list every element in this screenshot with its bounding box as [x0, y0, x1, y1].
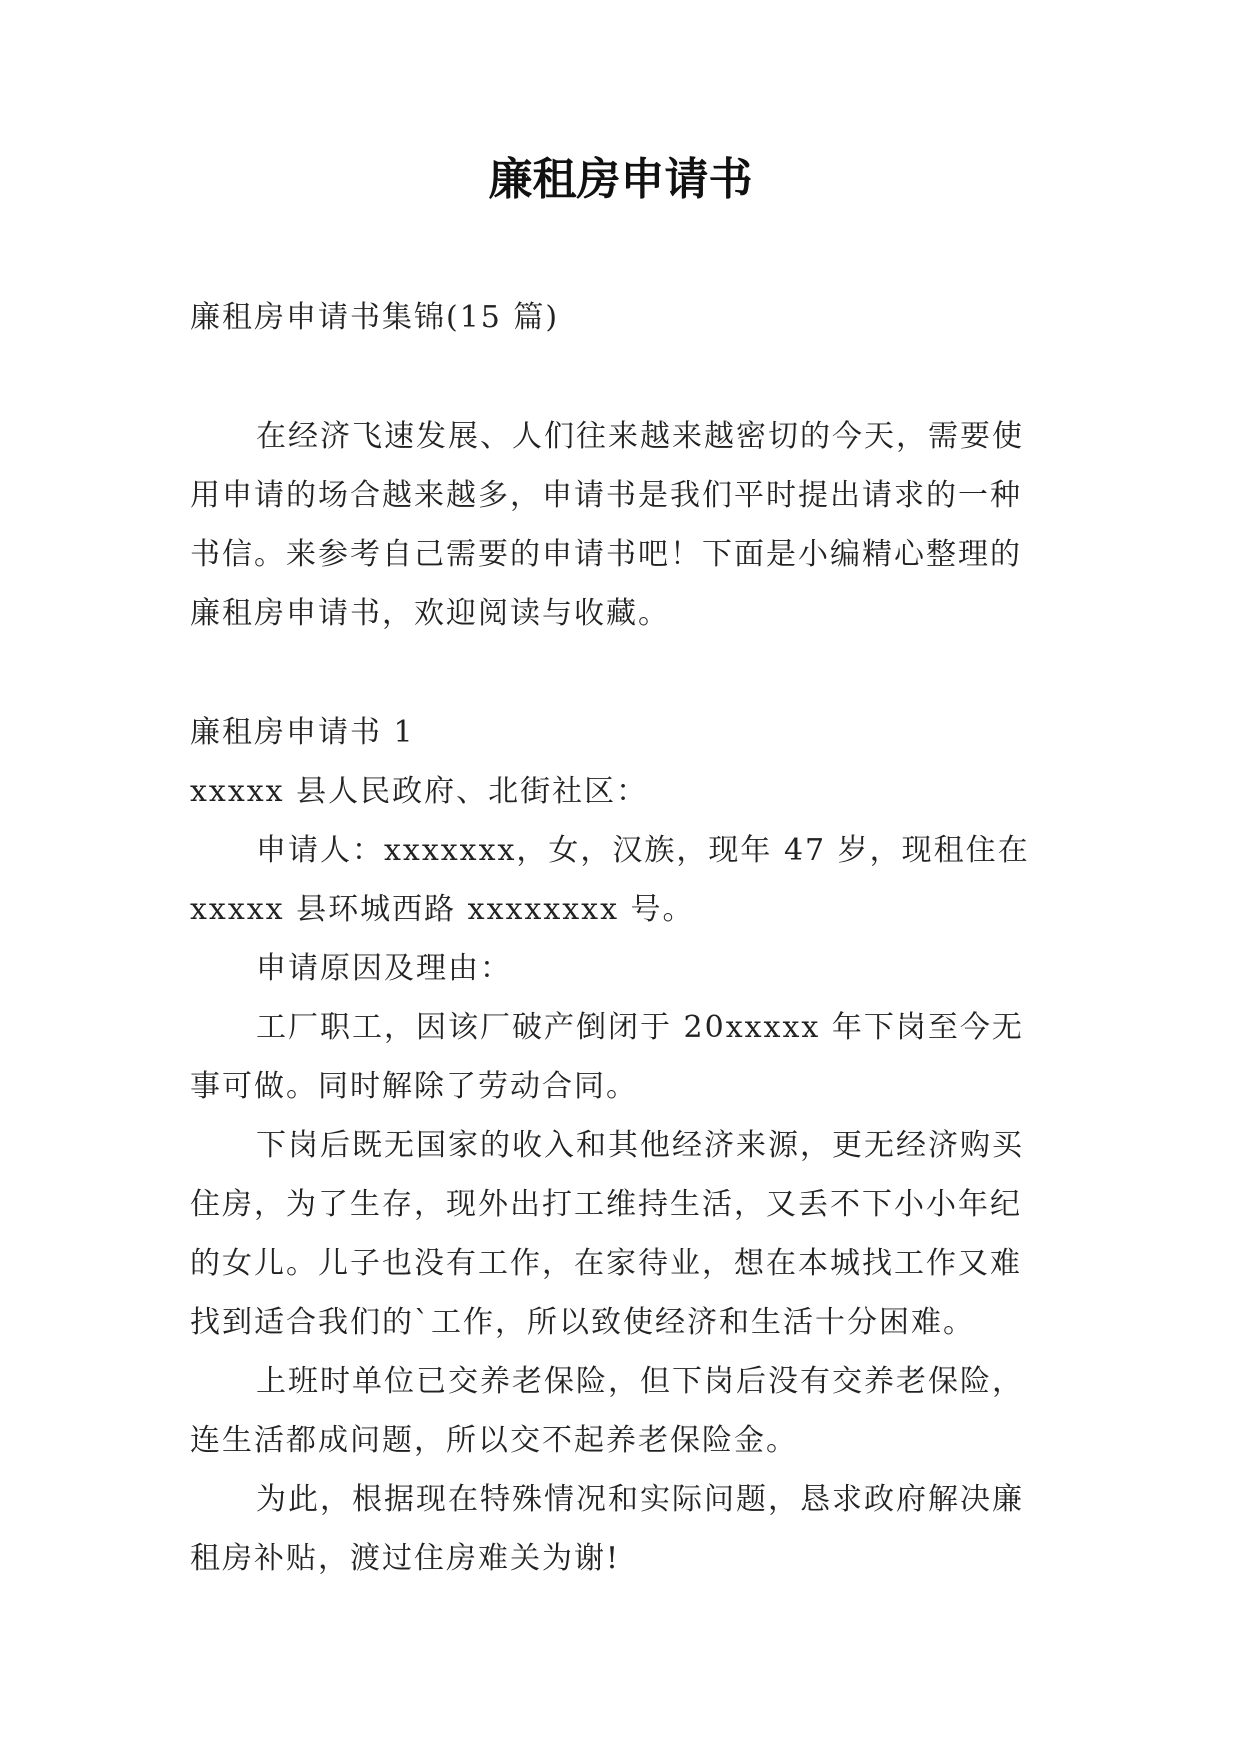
body-paragraph: 下岗后既无国家的收入和其他经济来源，更无经济购买住房，为了生存，现外出打工维持生活，又丢不下小小年纪的女儿。儿子也没有工作，在家待业，想在本城找工作又难找到适合我们的`工作，所以致使经济和生活十分困难。: [190, 1128, 1024, 1340]
document-title: 廉租房申请书: [488, 154, 753, 205]
section-heading: 廉租房申请书 1: [190, 715, 415, 750]
body-paragraph: 为此，根据现在特殊情况和实际问题，恳求政府解决廉租房补贴，渡过住房难关为谢!: [190, 1482, 1024, 1576]
body-paragraph: 工厂职工，因该厂破产倒闭于 20xxxxx 年下岗至今无事可做。同时解除了劳动合同。: [190, 1010, 1024, 1104]
body-paragraph: 申请人：xxxxxxx，女，汉族，现年 47 岁，现租住在 xxxxx 县环城西路 xxxxxxxx 号。: [190, 833, 1030, 927]
body-paragraph: 申请原因及理由：: [256, 951, 512, 986]
document-subtitle: 廉租房申请书集锦(15 篇): [190, 300, 560, 335]
body-paragraph: 上班时单位已交养老保险，但下岗后没有交养老保险，连生活都成问题，所以交不起养老保险金。: [190, 1364, 1024, 1458]
intro-paragraph: 在经济飞速发展、人们往来越来越密切的今天，需要使用申请的场合越来越多，申请书是我们平时提出请求的一种书信。来参考自己需要的申请书吧！下面是小编精心整理的廉租房申请书，欢迎阅读与收藏。: [190, 419, 1024, 631]
document-body: [190, 288, 1052, 1588]
addressee: xxxxx 县人民政府、北街社区：: [190, 774, 649, 809]
